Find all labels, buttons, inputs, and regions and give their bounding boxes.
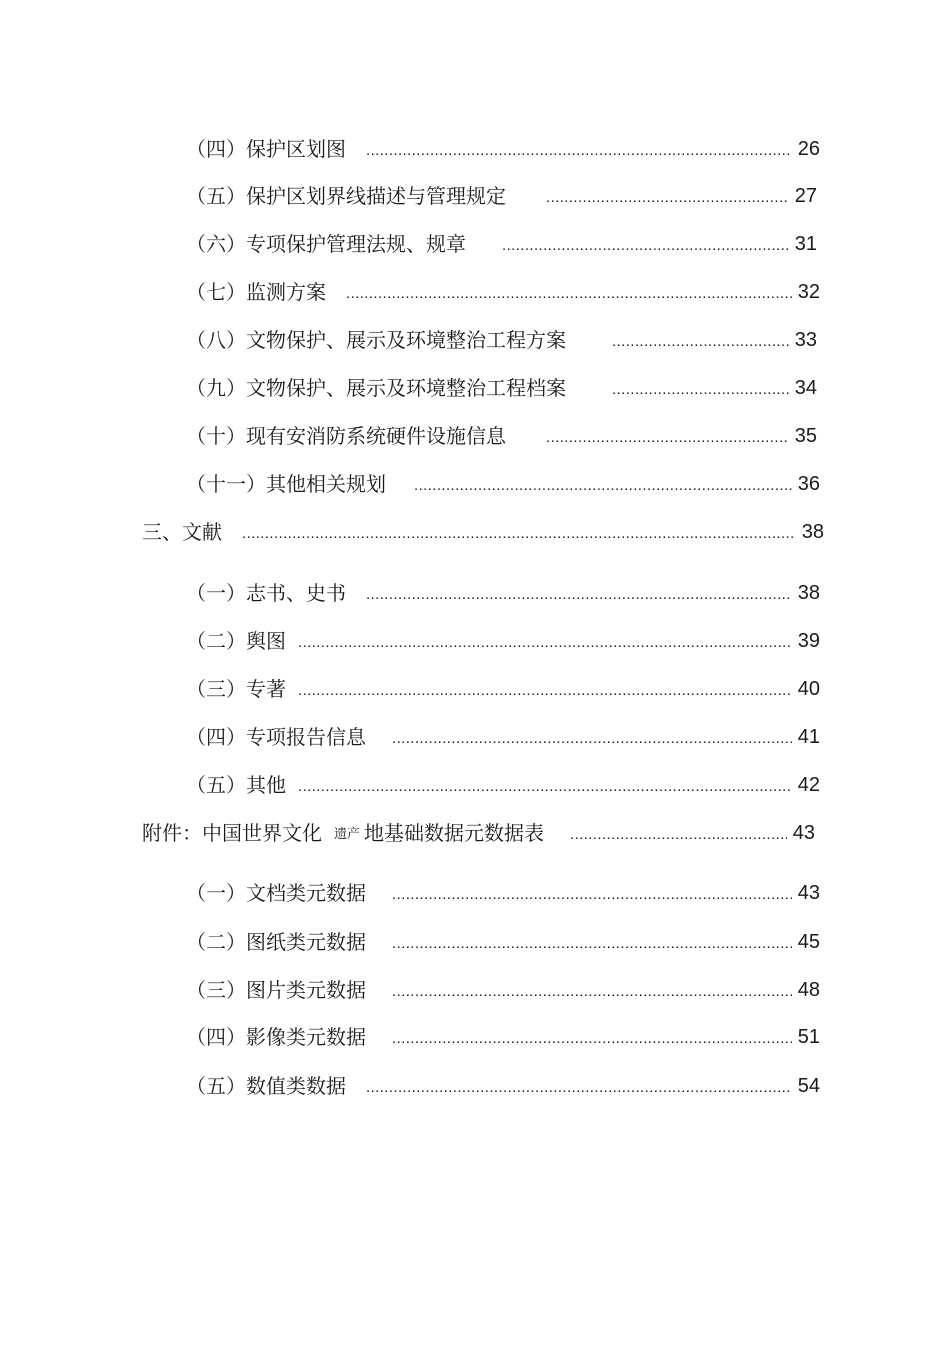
toc-entry[interactable] bbox=[186, 578, 820, 608]
toc-entry-title: （五）其他 bbox=[186, 773, 286, 797]
toc-entry[interactable] bbox=[186, 975, 820, 1005]
toc-entry[interactable] bbox=[186, 722, 820, 752]
toc-entry-title: （三）专著 bbox=[186, 677, 286, 701]
toc-page-number: 42 bbox=[797, 774, 820, 796]
toc-leader-dots bbox=[298, 674, 792, 704]
toc-entry[interactable] bbox=[186, 373, 817, 403]
toc-leader-dots bbox=[502, 229, 789, 259]
toc-section-entry[interactable] bbox=[142, 517, 824, 547]
toc-page-number: 31 bbox=[794, 233, 817, 255]
toc-entry[interactable] bbox=[186, 421, 817, 451]
toc-entry[interactable] bbox=[186, 770, 820, 800]
toc-entry[interactable] bbox=[186, 277, 820, 307]
toc-page-number: 43 bbox=[792, 822, 815, 844]
toc-entry-title: （六）专项保护管理法规、规章 bbox=[186, 232, 466, 256]
toc-appendix-title-part1: 附件：中国世界文化 bbox=[142, 821, 322, 845]
toc-page-number: 36 bbox=[797, 473, 820, 495]
toc-entry[interactable] bbox=[186, 674, 820, 704]
toc-entry[interactable] bbox=[186, 134, 820, 164]
toc-page-number: 39 bbox=[797, 630, 820, 652]
toc-entry-title: （九）文物保护、展示及环境整治工程档案 bbox=[186, 376, 566, 400]
toc-page-number: 38 bbox=[801, 521, 824, 543]
toc-leader-dots bbox=[392, 878, 792, 908]
toc-entry-title: （七）监测方案 bbox=[186, 280, 326, 304]
toc-entry-title: （一）文档类元数据 bbox=[186, 881, 366, 905]
toc-entry-title: （三）图片类元数据 bbox=[186, 978, 366, 1002]
toc-entry-title: （十一）其他相关规划 bbox=[186, 472, 386, 496]
toc-leader-dots bbox=[612, 373, 789, 403]
toc-entry[interactable] bbox=[186, 1071, 820, 1101]
toc-leader-dots bbox=[546, 181, 789, 211]
toc-page-number: 40 bbox=[797, 678, 820, 700]
toc-entry-title: （四）专项报告信息 bbox=[186, 725, 366, 749]
toc-leader-dots bbox=[366, 1071, 792, 1101]
toc-entry[interactable] bbox=[186, 1022, 820, 1052]
toc-entry-title: （五）数值类数据 bbox=[186, 1074, 346, 1098]
toc-leader-dots bbox=[298, 626, 792, 656]
toc-appendix-title-part2: 地基础数据元数据表 bbox=[364, 821, 545, 845]
toc-leader-dots bbox=[414, 469, 792, 499]
toc-entry[interactable] bbox=[186, 878, 820, 908]
toc-page-number: 48 bbox=[797, 979, 820, 1001]
toc-page-number: 35 bbox=[794, 425, 817, 447]
toc-section-title: 三、文献 bbox=[142, 520, 222, 544]
toc-leader-dots bbox=[546, 421, 789, 451]
toc-leader-dots bbox=[346, 277, 792, 307]
toc-entry-title: （二）舆图 bbox=[186, 629, 286, 653]
toc-leader-dots bbox=[392, 722, 792, 752]
toc-entry[interactable] bbox=[186, 181, 817, 211]
toc-entry[interactable] bbox=[186, 325, 817, 355]
toc-entry[interactable] bbox=[186, 229, 817, 259]
toc-entry-title: （一）志书、史书 bbox=[186, 581, 346, 605]
toc-entry[interactable] bbox=[186, 469, 820, 499]
toc-page-number: 54 bbox=[797, 1075, 820, 1097]
toc-page-number: 26 bbox=[797, 138, 820, 160]
toc-page-number: 34 bbox=[794, 377, 817, 399]
toc-leader-dots bbox=[392, 927, 792, 957]
toc-entry-title: （四）保护区划图 bbox=[186, 137, 346, 161]
toc-page-number: 51 bbox=[797, 1026, 820, 1048]
toc-page-number: 33 bbox=[794, 329, 817, 351]
toc-page-number: 41 bbox=[797, 726, 820, 748]
toc-page-number: 27 bbox=[794, 185, 817, 207]
toc-entry[interactable] bbox=[186, 927, 820, 957]
toc-leader-dots bbox=[570, 818, 787, 848]
toc-page-number: 45 bbox=[797, 931, 820, 953]
toc-entry-title: （二）图纸类元数据 bbox=[186, 930, 366, 954]
toc-page-number: 43 bbox=[797, 882, 820, 904]
toc-appendix-entry[interactable] bbox=[142, 818, 815, 848]
toc-entry-title: （八）文物保护、展示及环境整治工程方案 bbox=[186, 328, 566, 352]
toc-entry-title: （四）影像类元数据 bbox=[186, 1025, 366, 1049]
toc-leader-dots bbox=[242, 517, 796, 547]
toc-leader-dots bbox=[366, 134, 792, 164]
toc-entry-title: （五）保护区划界线描述与管理规定 bbox=[186, 184, 506, 208]
toc-leader-dots bbox=[366, 578, 792, 608]
toc-leader-dots bbox=[298, 770, 792, 800]
toc-entry-title: （十）现有安消防系统硬件设施信息 bbox=[186, 424, 506, 448]
toc-leader-dots bbox=[392, 1022, 792, 1052]
toc-appendix-title-small: 遗产 bbox=[334, 827, 361, 842]
toc-entry[interactable] bbox=[186, 626, 820, 656]
toc-leader-dots bbox=[612, 325, 789, 355]
toc-leader-dots bbox=[392, 975, 792, 1005]
toc-page-number: 32 bbox=[797, 281, 820, 303]
toc-page-number: 38 bbox=[797, 582, 820, 604]
